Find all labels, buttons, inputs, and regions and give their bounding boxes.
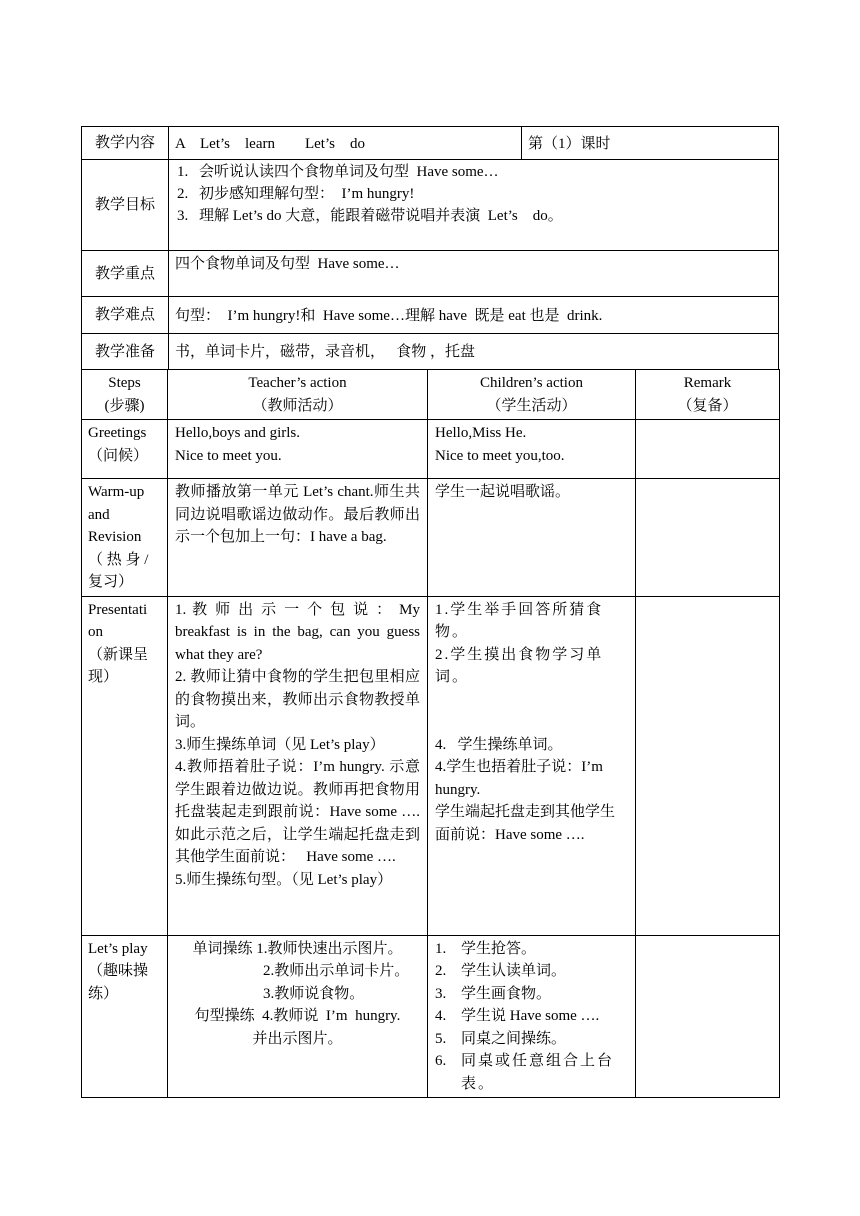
step-cell: Presentati on （新课呈 现）: [82, 596, 168, 935]
remark-cell: [636, 479, 780, 597]
preparation-label: 教学准备: [94, 343, 155, 360]
key-points-value: 四个食物单词及句型 Have some…: [175, 256, 400, 272]
children-cell: 学生一起说唱歌谣。: [428, 479, 636, 597]
steps-header: Steps (步骤): [82, 370, 168, 420]
table-row: [82, 596, 780, 935]
objectives-row: [81, 159, 779, 251]
list-item: 4. 学生说 Have some ….: [435, 1008, 600, 1024]
objective-item: 1. 会听说认读四个食物单词及句型 Have some…: [177, 164, 499, 180]
period-label: 第（1）课时: [528, 136, 611, 152]
difficulties-row: [81, 296, 779, 334]
children-header: Children’s action （学生活动）: [428, 370, 636, 420]
list-item: 1. 学生抢答。: [435, 940, 537, 957]
children-cell: Hello,Miss He. Nice to meet you,too.: [428, 420, 636, 479]
list-item: 2. 学生认读单词。: [435, 963, 567, 979]
table-row: [82, 479, 780, 597]
step-cell: Greetings （问候）: [82, 420, 168, 479]
children-cell: 1.学生举手回答所猜食物。 2.学生摸出食物学习单词。 4. 学生操练单词。 4.学生也捂着肚子说：I’m hungry. 学生端起托盘走到其他学生面前说：Have some ….: [428, 596, 636, 935]
key-points-row: [81, 250, 779, 297]
teacher-cell: 教师播放第一单元 Let’s chant.师生共同边说唱歌谣边做动作。最后教师出示一个包加上一句：I have a bag.: [168, 479, 428, 597]
children-cell: [428, 935, 636, 1098]
content-label: 教学内容: [94, 135, 155, 151]
children-list: [435, 938, 628, 1096]
table-header-row: [82, 370, 780, 420]
objective-item: 3. 理解 Let’s do 大意，能跟着磁带说唱并表演 Let’s do。: [177, 208, 563, 224]
remark-cell: [636, 420, 780, 479]
objective-item: 2. 初步感知理解句型： I’m hungry!: [177, 186, 415, 202]
objectives-label: 教学目标: [94, 197, 155, 213]
objectives-list: [169, 160, 774, 250]
teacher-cell: 1. 教 师 出 示 一 个 包 说 ： My breakfast is in the bag, can you guess what they are? 2. 教师让猜中食物的学生把包里相应的食物摸出来，教师出示食物教授单词。 3.师生操练单词（见 Let’s play） 4.教师捂着肚子说：I’m hungry. 示意学生跟着边做边说。教师再把食物用托盘装起走到跟前说：Have some ….如此示范之后，让学生端起托盘走到其他学生面前说： Have some …. 5.师生操练句型。（见 Let’s play）: [168, 596, 428, 935]
key-points-label: 教学重点: [94, 265, 155, 282]
preparation-value: 书，单词卡片，磁带，录音机， 食物 ，托盘: [175, 344, 476, 360]
list-item: 5. 同桌之间操练。: [435, 1030, 567, 1047]
list-item: 6. 同桌或任意组合上台表。: [435, 1053, 615, 1092]
remark-header: Remark （复备）: [636, 370, 780, 420]
remark-cell: [636, 596, 780, 935]
table-row: [82, 420, 780, 479]
table-row: [82, 935, 780, 1098]
preparation-row: [81, 333, 779, 370]
teacher-cell: 单词操练 1.教师快速出示图片。 2.教师出示单词卡片。 3.教师说食物。 句型操练 4.教师说 I’m hungry. 并出示图片。: [168, 935, 428, 1098]
content-row: [81, 126, 779, 160]
difficulties-label: 教学难点: [94, 307, 155, 323]
remark-cell: [636, 935, 780, 1098]
teacher-cell: Hello,boys and girls. Nice to meet you.: [168, 420, 428, 479]
list-item: 3. 学生画食物。: [435, 985, 552, 1002]
steps-table: [81, 369, 780, 1098]
difficulties-value: 句型： I’m hungry!和 Have some…理解 have 既是 eat 也是 drink.: [175, 308, 603, 324]
step-cell: Let’s play （趣味操 练）: [82, 935, 168, 1098]
content-value: A Let’s learn Let’s do: [175, 136, 365, 152]
step-cell: Warm-up and Revision （ 热 身 / 复习）: [82, 479, 168, 597]
teacher-header: Teacher’s action （教师活动）: [168, 370, 428, 420]
